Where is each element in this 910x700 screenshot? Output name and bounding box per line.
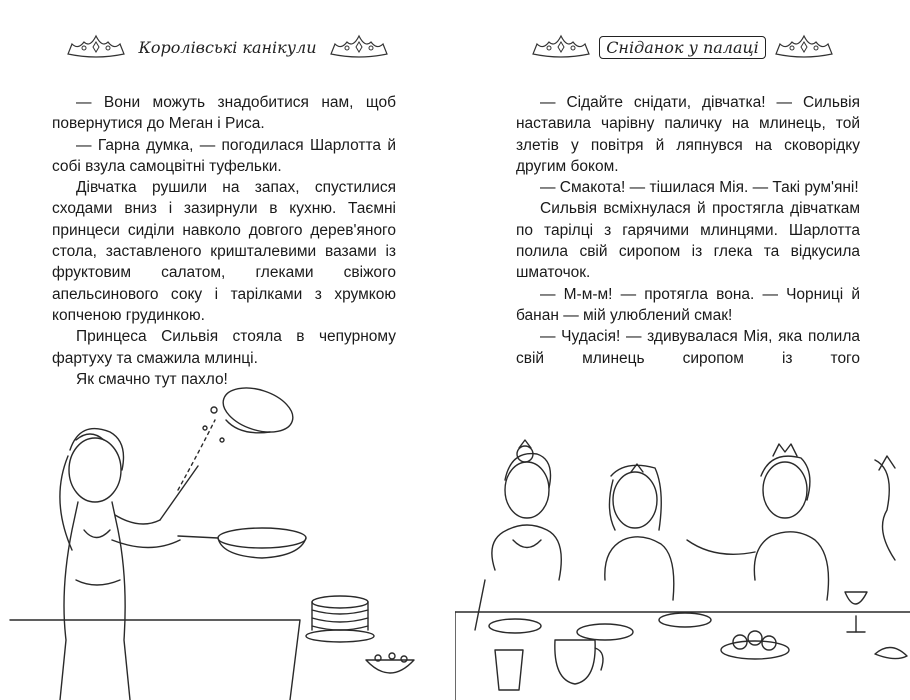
paragraph: — Сідайте снідати, дівчатка! — Сильвія наставила чарівну паличку на млинець, той злетів у повітря й ляпнувся на сковорідку другим боком. bbox=[516, 94, 860, 175]
paragraph: Принцеса Сильвія стояла в чепурному фартуху та смажила млинці. bbox=[52, 328, 396, 367]
right-page bbox=[455, 0, 910, 700]
tiara-ornament-icon bbox=[329, 34, 389, 60]
paragraph: Сильвія всміхнулася й простягла дівчаткам по тарілці з гарячими млинцями. Шарлотта полила свій сиропом із глека та відкусила шматочок. bbox=[516, 200, 860, 282]
illustration-princesses-at-table bbox=[455, 380, 910, 700]
paragraph: Як смачно тут пахло! bbox=[76, 370, 228, 388]
paragraph: — М-м-м! — протягла вона. — Чорниці й банан — мій улюблений смак! bbox=[516, 285, 860, 324]
running-header-left bbox=[0, 30, 455, 64]
paragraph: — Смакота! — тішилася Мія. — Такі рум'яні! bbox=[540, 179, 859, 197]
tiara-ornament-icon bbox=[531, 34, 591, 60]
paragraph: — Чудасія! — здивувалася Мія, яка полила свій млинець сиропом із того bbox=[516, 328, 860, 367]
running-header-right bbox=[455, 30, 910, 64]
paragraph: — Гарна думка, — погодилася Шарлотта й собі взула самоцвітні туфельки. bbox=[52, 136, 396, 175]
tiara-ornament-icon bbox=[774, 34, 834, 60]
body-text bbox=[516, 92, 860, 369]
tiara-ornament-icon bbox=[66, 34, 126, 60]
illustration-princess-cooking bbox=[0, 380, 455, 700]
body-text bbox=[52, 92, 396, 390]
paragraph: Дівчатка рушили на запах, спустилися сходами вниз і зазирнули в кухню. Таємні принцеси сиділи навколо довгого дерев'яного стола, заставленого кришталевими вазами із фруктовим салатом, глеками свіжого апельсинового соку і тарілками з хрумкою копченою грудинкою. bbox=[52, 179, 396, 324]
header-title: Королівські канікули bbox=[138, 37, 317, 57]
paragraph: — Вони можуть знадобитися нам, щоб повернутися до Меган і Риса. bbox=[52, 94, 396, 133]
header-title: Сніданок у палаці bbox=[599, 36, 766, 59]
